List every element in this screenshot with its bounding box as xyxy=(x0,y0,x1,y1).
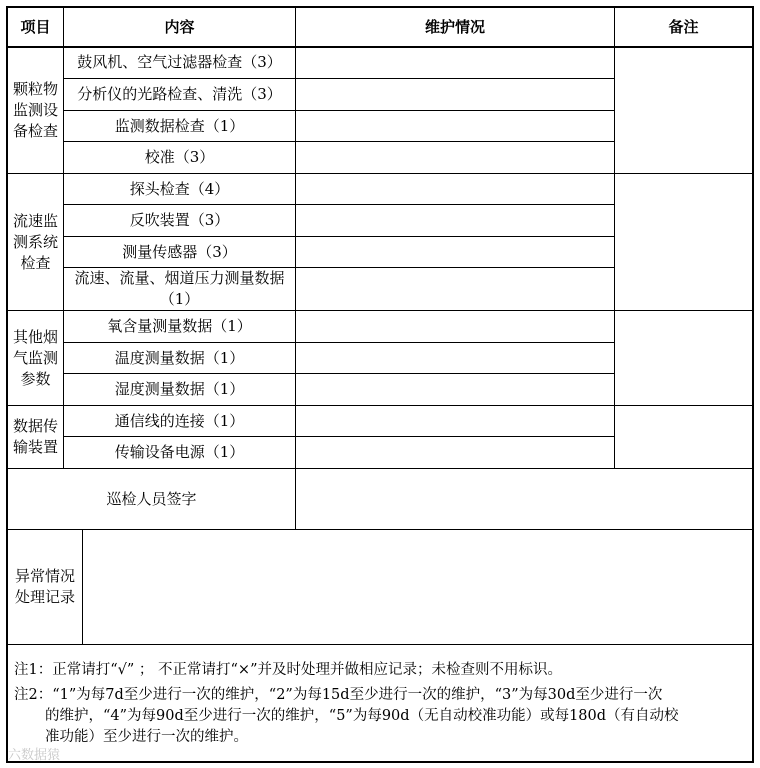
category-data-transmission: 数据传输装置 xyxy=(12,417,58,456)
header-remarks: 备注 xyxy=(668,17,699,36)
abnormal-divider xyxy=(6,644,754,645)
abnormal-record-field[interactable] xyxy=(83,530,752,644)
header-content: 内容 xyxy=(164,17,195,36)
category-flow-monitoring: 流速监测系统检查 xyxy=(12,211,58,272)
content-item: 鼓风机、空气过滤器检查（3） xyxy=(77,53,282,71)
signature-field[interactable] xyxy=(296,469,752,529)
signature-label: 巡检人员签字 xyxy=(106,489,197,508)
note-2-line-3: 准功能）至少进行一次的维护。 xyxy=(45,729,248,745)
content-item: 分析仪的光路检查、清洗（3） xyxy=(77,85,282,103)
content-item: 探头检查（4） xyxy=(129,179,230,198)
content-item: 传输设备电源（1） xyxy=(114,443,245,461)
category-particulate-monitoring: 颗粒物监测设备检查 xyxy=(12,80,58,140)
note-2-line-1: 注2：“1”为每7d至少进行一次的维护，“2”为每15d至少进行一次的维护，“3”为每30d至少进行一次 xyxy=(14,687,663,703)
content-item: 湿度测量数据（1） xyxy=(114,380,245,398)
abnormal-record-label: 异常情况处理记录 xyxy=(14,567,75,606)
col-divider-content xyxy=(295,6,296,529)
content-item: 通信线的连接（1） xyxy=(114,411,245,430)
note-1: 注1：正常请打“√” ； 不正常请打“×”并及时处理并做相应记录；未检查则不用标识。 xyxy=(14,662,562,678)
header-maintenance: 维护情况 xyxy=(424,17,485,36)
content-item: 测量传感器（3） xyxy=(122,242,237,261)
content-item: 监测数据检查（1） xyxy=(114,116,245,135)
content-item: 反吹装置（3） xyxy=(129,211,230,229)
content-item: 氧含量测量数据（1） xyxy=(107,317,252,335)
content-item: 校准（3） xyxy=(144,148,215,166)
notes-section xyxy=(14,660,749,748)
category-other-flue-gas: 其他烟气监测参数 xyxy=(12,327,58,388)
content-item: 流速、流量、烟道压力测量数据（1） xyxy=(74,269,285,308)
col-divider-remarks xyxy=(614,6,615,468)
header-item: 项目 xyxy=(20,17,51,36)
content-item: 温度测量数据（1） xyxy=(114,348,245,367)
note-2-line-2: 的维护，“4”为每90d至少进行一次的维护，“5”为每90d（无自动校准功能）或每180d（有自动校 xyxy=(45,708,679,724)
watermark-logo: 六数据猿 xyxy=(8,748,61,763)
